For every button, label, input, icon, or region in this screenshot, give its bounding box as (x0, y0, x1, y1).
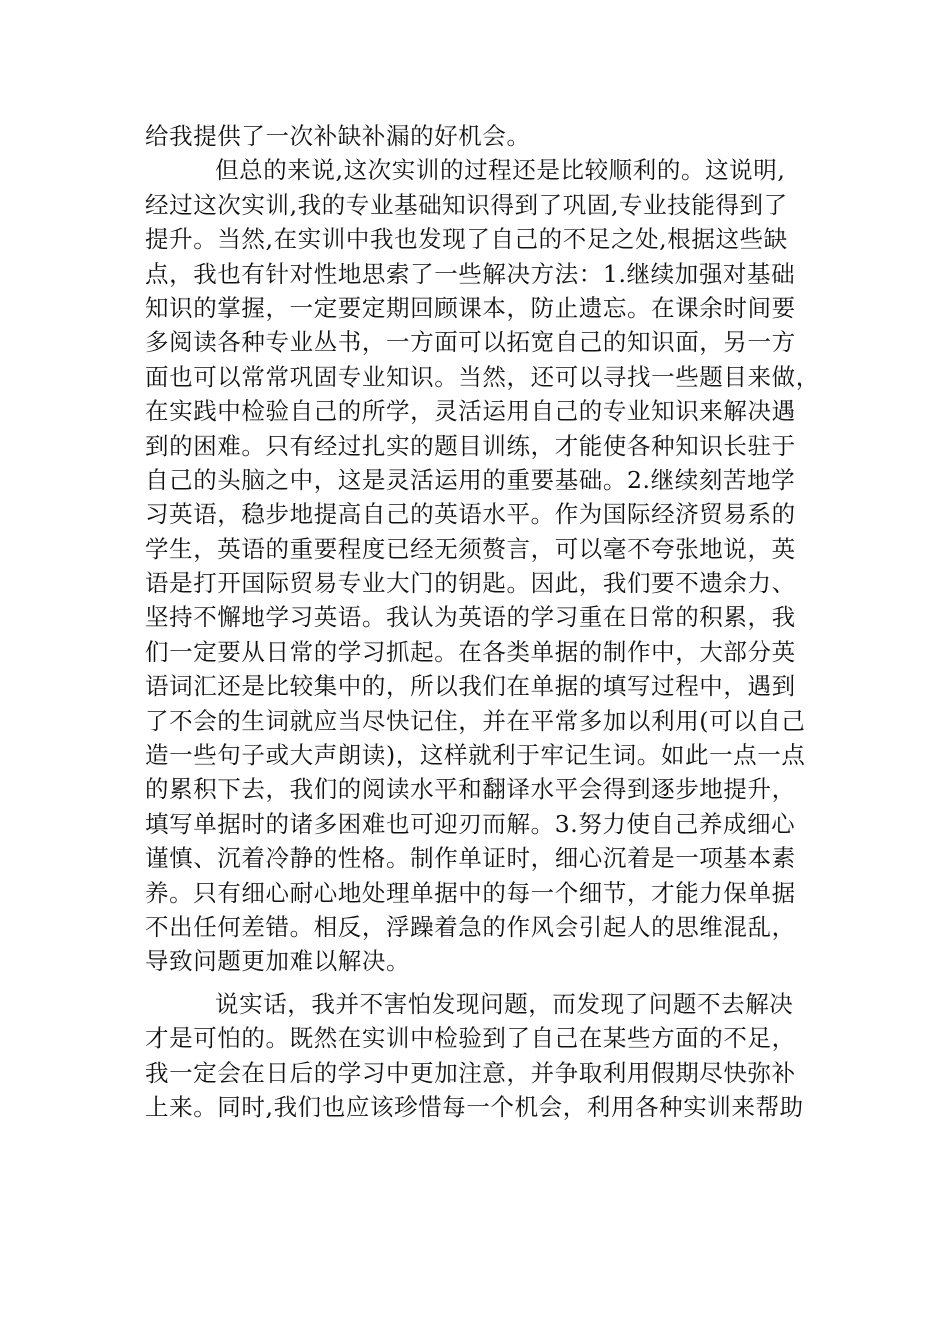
text-line: 我一定会在日后的学习中更加注意，并争取利用假期尽快弥补 (145, 1058, 796, 1087)
text-line: 语词汇还是比较集中的，所以我们在单据的填写过程中，遇到 (145, 672, 796, 701)
text-line: 习英语，稳步地提高自己的英语水平。作为国际经济贸易系的 (145, 500, 796, 529)
paragraph-gap (145, 979, 805, 987)
text-line: 们一定要从日常的学习抓起。在各类单据的制作中，大部分英 (145, 637, 796, 666)
paragraph-first-line: 但总的来说,这次实训的过程还是比较顺利的。这说明, (215, 156, 786, 185)
text-line: 点，我也有针对性地思索了一些解决方法：1.继续加强对基础 (145, 259, 796, 288)
paragraph-first-line: 说实话，我并不害怕发现问题，而发现了问题不去解决 (215, 989, 794, 1018)
text-line: 坚持不懈地学习英语。我认为英语的学习重在日常的积累，我 (145, 603, 796, 632)
text-line: 经过这次实训,我的专业基础知识得到了巩固,专业技能得到了 (145, 190, 788, 219)
text-line: 才是可怕的。既然在实训中检验到了自己在某些方面的不足， (145, 1024, 796, 1053)
text-line: 养。只有细心耐心地处理单据中的每一个细节，才能力保单据 (145, 878, 796, 907)
text-line: 在实践中检验自己的所学，灵活运用自己的专业知识来解决遇 (145, 397, 796, 426)
text-line: 知识的掌握，一定要定期回顾课本，防止遗忘。在课余时间要 (145, 293, 796, 322)
body-text (145, 119, 820, 1124)
text-line: 语是打开国际贸易专业大门的钥匙。因此，我们要不遗余力、 (145, 569, 796, 598)
text-line: 提升。当然,在实训中我也发现了自己的不足之处,根据这些缺 (145, 225, 788, 254)
text-line: 了不会的生词就应当尽快记住，并在平常多加以利用(可以自己 (145, 706, 806, 735)
text-line: 学生，英语的重要程度已经无须赘言，可以毫不夸张地说，英 (145, 534, 796, 563)
text-line: 给我提供了一次补缺补漏的好机会。 (145, 122, 531, 150)
text-line: 多阅读各种专业丛书，一方面可以拓宽自己的知识面，另一方 (145, 328, 796, 357)
text-line: 的累积下去，我们的阅读水平和翻译水平会得到逐步地提升， (145, 775, 796, 804)
text-line: 导致问题更加难以解决。 (145, 947, 411, 976)
text-line: 填写单据时的诸多困难也可迎刃而解。3.努力使自己养成细心 (145, 809, 796, 838)
text-line: 不出任何差错。相反，浮躁着急的作风会引起人的思维混乱， (145, 912, 796, 941)
text-line: 上来。同时,我们也应该珍惜每一个机会，利用各种实训来帮助 (145, 1092, 804, 1121)
text-line: 谨慎、沉着冷静的性格。制作单证时，细心沉着是一项基本素 (145, 844, 796, 873)
text-line: 到的困难。只有经过扎实的题目训练，才能使各种知识长驻于 (145, 431, 796, 460)
text-line: 造一些句子或大声朗读)，这样就利于牢记生词。如此一点一点 (145, 741, 806, 770)
text-line: 面也可以常常巩固专业知识。当然，还可以寻找一些题目来做， (145, 362, 820, 391)
text-line: 自己的头脑之中，这是灵活运用的重要基础。2.继续刻苦地学 (145, 465, 796, 494)
